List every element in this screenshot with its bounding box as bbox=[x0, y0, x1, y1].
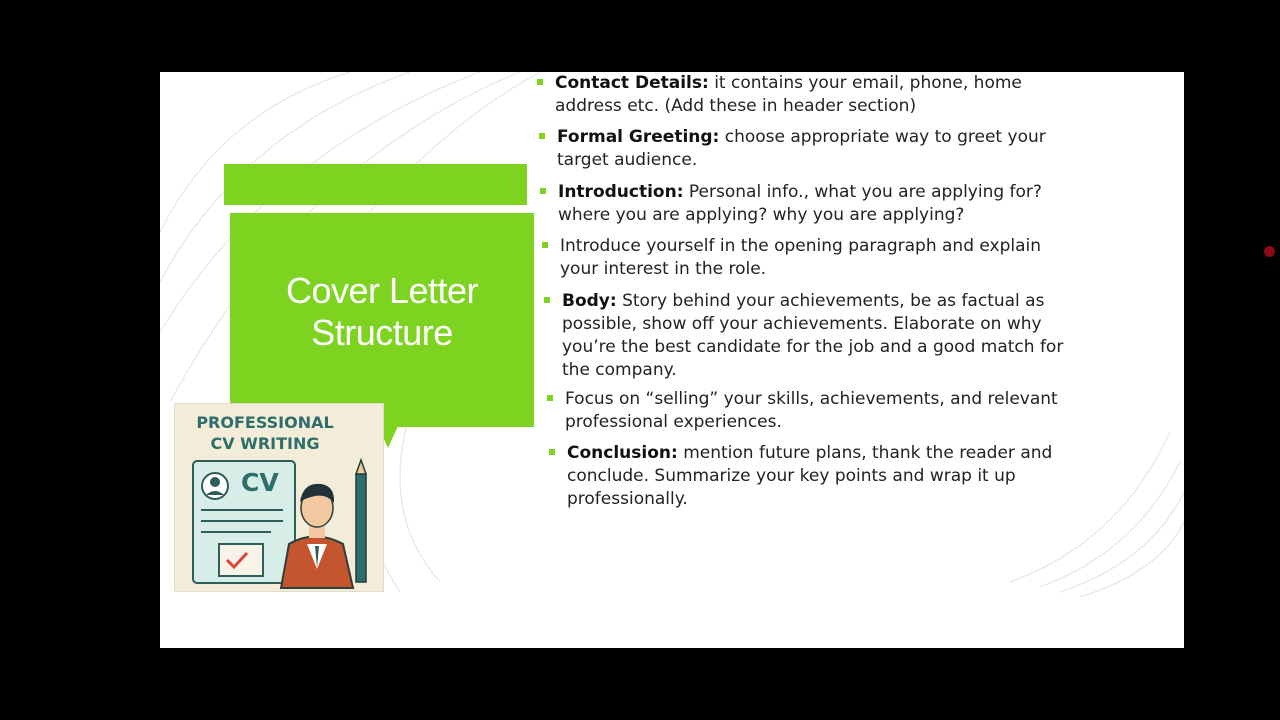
bullet-text: Introduce yourself in the opening paragraph and explain your interest in the role. bbox=[560, 236, 1042, 279]
slide-title-line-2: Structure bbox=[311, 312, 453, 353]
bullet-text: Personal info., what you are applying for? where you are applying? why you are applying? bbox=[558, 182, 1042, 225]
cv-card-title-line-2: CV WRITING bbox=[210, 434, 320, 453]
bullet-text: Story behind your achievements, be as factual as possible, show off your achievements. Elaborate on why you’re the best candidate for the job and a good match for the company. bbox=[562, 291, 1064, 380]
bullet-text: choose appropriate way to greet your target audience. bbox=[557, 127, 1046, 170]
recording-indicator-dot bbox=[1264, 246, 1275, 257]
cv-card-title-line-1: PROFESSIONAL bbox=[196, 413, 334, 432]
slide-title-line-1: Cover Letter bbox=[285, 270, 479, 311]
title-accent-bar bbox=[224, 164, 527, 205]
bullet-contact-details bbox=[555, 72, 1055, 118]
cv-label: CV bbox=[241, 468, 279, 497]
bullet-heading: Body: bbox=[562, 291, 617, 311]
slide-title bbox=[230, 270, 534, 354]
bullet-heading: Contact Details: bbox=[555, 73, 709, 93]
bullet-heading: Introduction: bbox=[558, 182, 684, 202]
bullet-heading: Formal Greeting: bbox=[557, 127, 720, 147]
bullet-body bbox=[562, 290, 1082, 382]
bullet-formal-greeting bbox=[557, 126, 1077, 172]
bullet-heading: Conclusion: bbox=[567, 443, 678, 463]
bullet-introduction bbox=[558, 181, 1068, 227]
bullet-introduce-yourself bbox=[560, 235, 1082, 281]
cv-card-title bbox=[175, 412, 355, 454]
bullet-conclusion bbox=[567, 442, 1085, 511]
presentation-slide bbox=[160, 72, 1184, 648]
bullet-text: mention future plans, thank the reader and conclude. Summarize your key points and wrap it up professionally. bbox=[567, 443, 1053, 509]
bullet-text: Focus on “selling” your skills, achievements, and relevant professional experiences. bbox=[565, 389, 1058, 432]
cv-writing-illustration bbox=[174, 403, 384, 592]
bullet-text: it contains your email, phone, home address etc. (Add these in header section) bbox=[555, 73, 1022, 116]
bullet-focus-on-selling bbox=[565, 388, 1100, 434]
